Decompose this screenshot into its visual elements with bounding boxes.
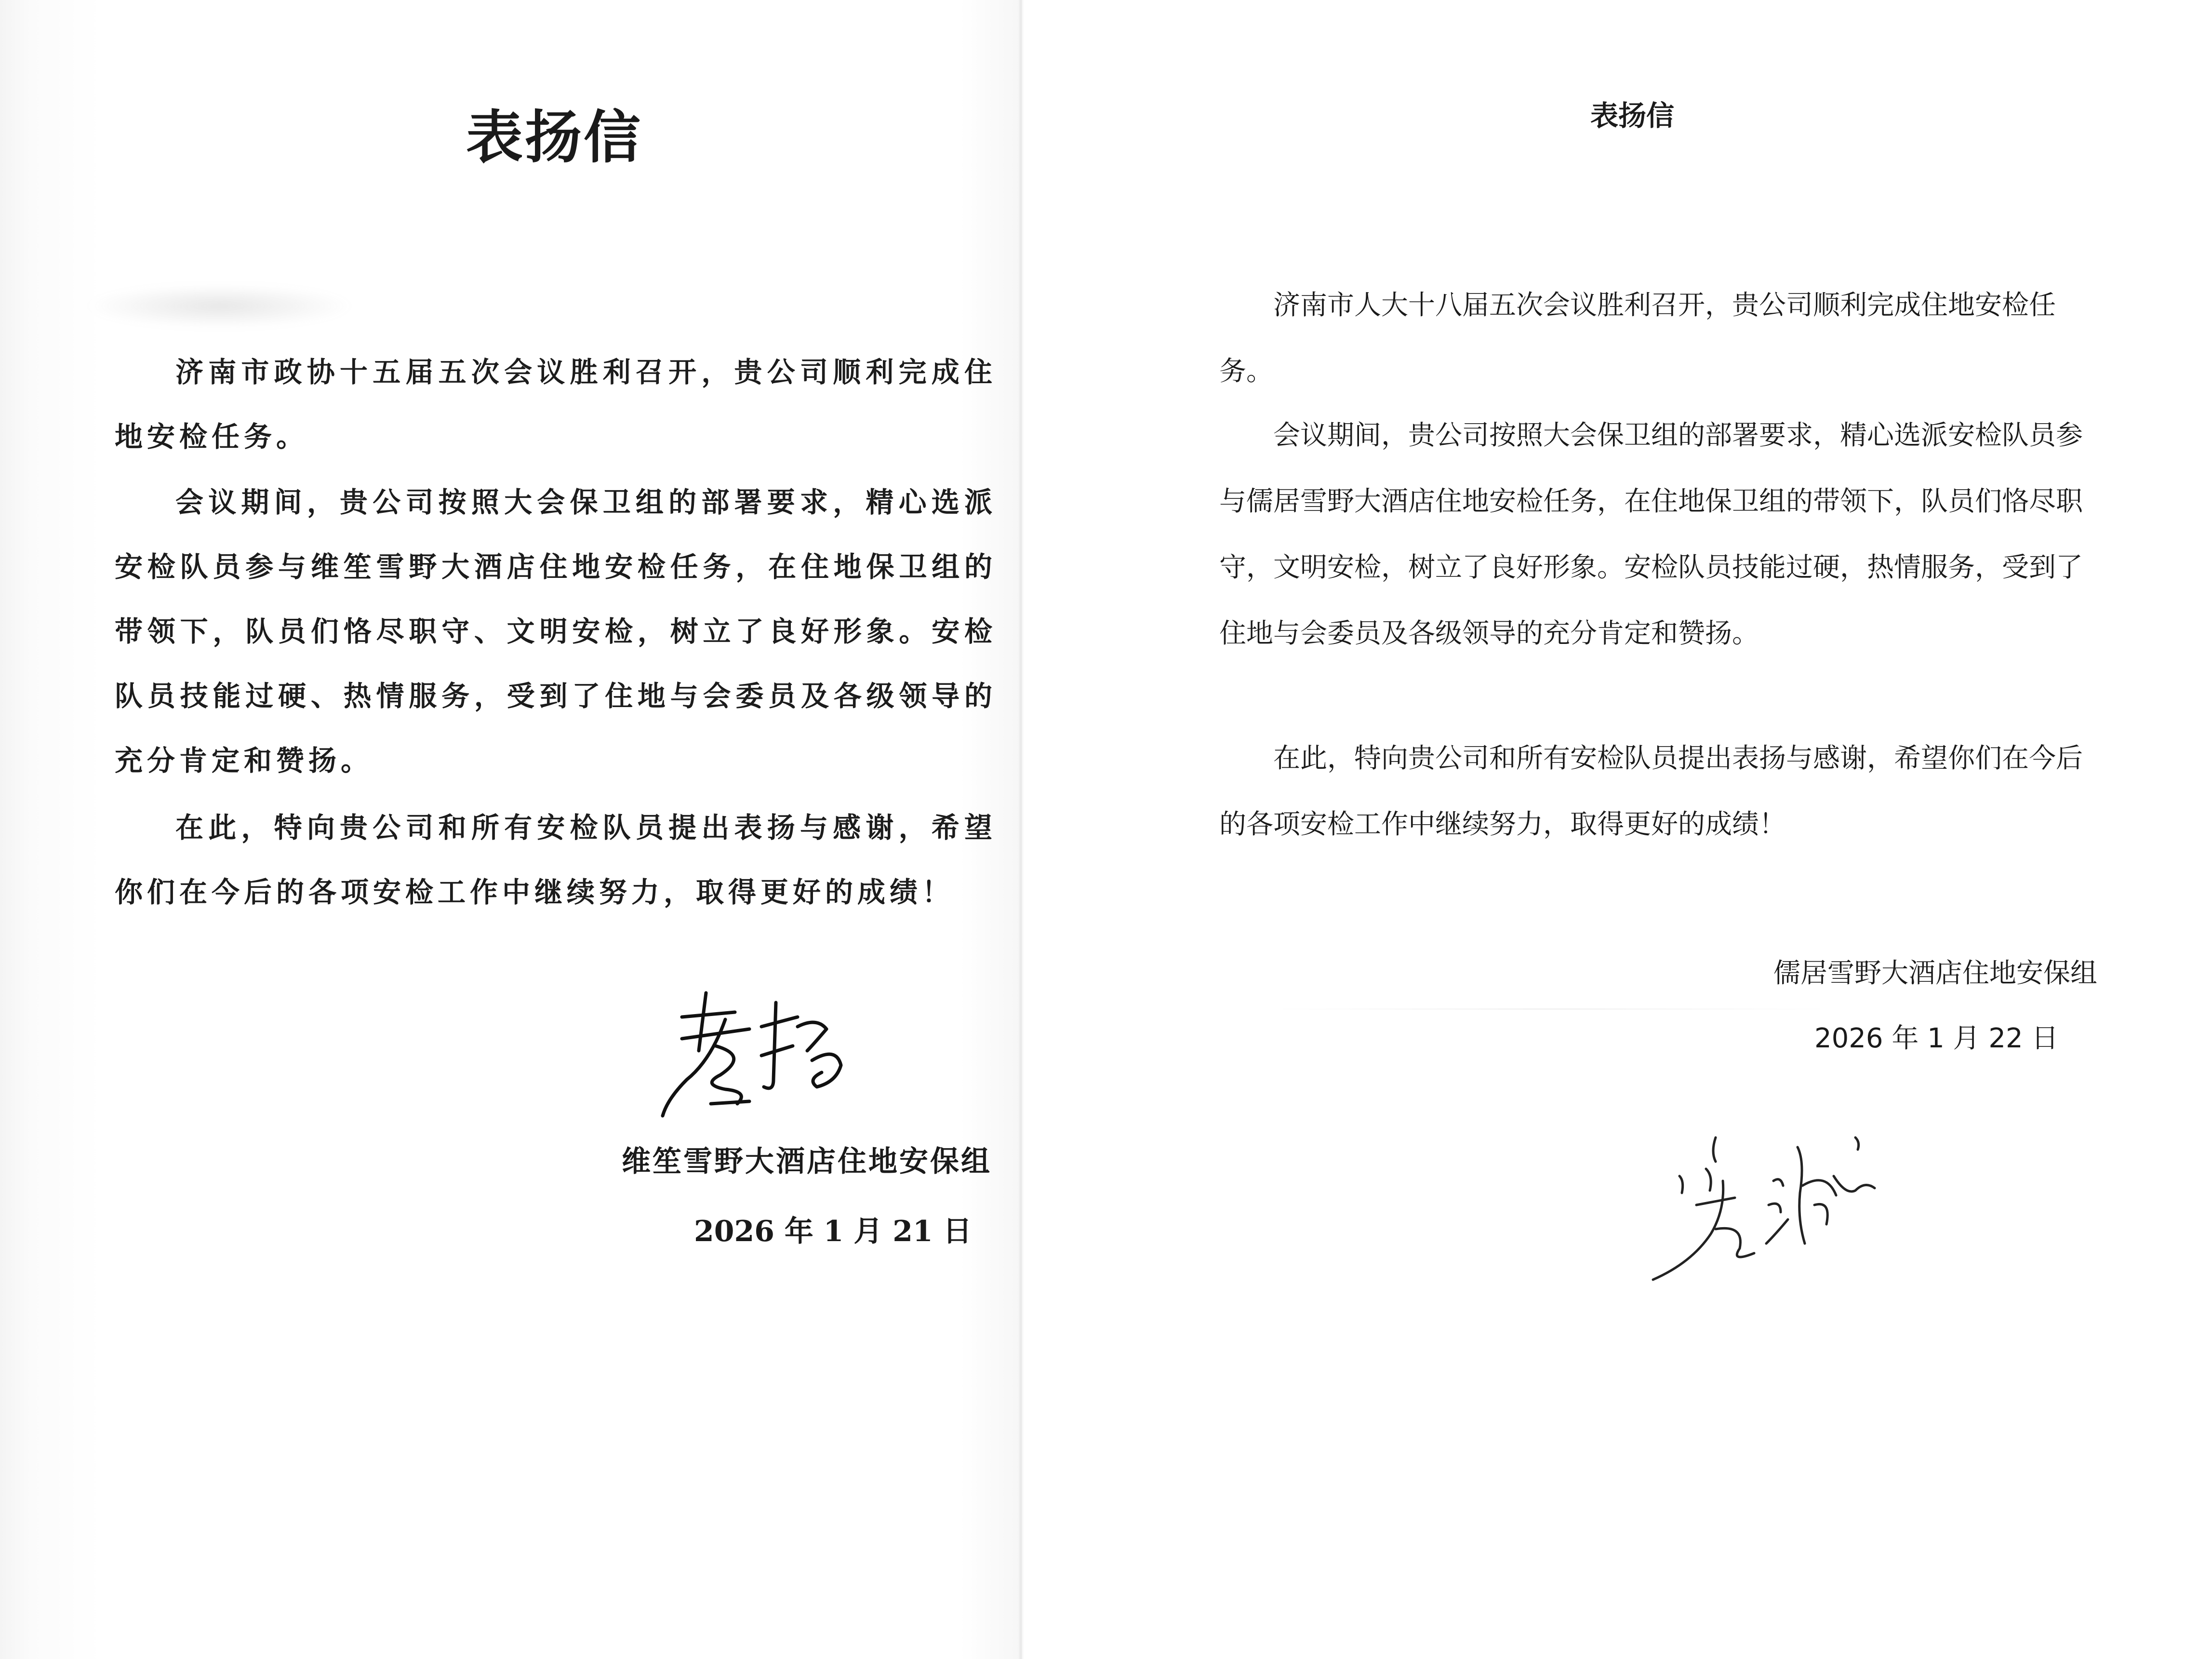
faint-scan-line (1272, 1008, 1831, 1010)
left-letter-date: 2026 年 1 月 21 日 (694, 1215, 972, 1248)
left-letter-organization: 维笙雪野大酒店住地安保组 (622, 1145, 992, 1178)
right-letter-date: 2026 年 1 月 22 日 (1814, 1023, 2059, 1054)
right-letter-paragraph-3: 在此，特向贵公司和所有安检队员提出表扬与感谢，希望你们在今后的各项安检工作中继续努力，取得更好的成绩！ (1219, 743, 2083, 840)
page-divider (1019, 0, 1024, 1659)
left-letter-paragraph-1: 济南市政协十五届五次会议胜利召开，贵公司顺利完成住地安检任务。 (115, 356, 997, 453)
right-letter-paragraph-2: 会议期间，贵公司按照大会保卫组的部署要求，精心选派安检队员参与儒居雪野大酒店住地安检任务，在住地保卫组的带领下，队员们恪尽职守，文明安检，树立了良好形象。安检队员技能过硬，热情服务，受到了住地与会委员及各级领导的充分肯定和赞扬。 (1219, 420, 2083, 649)
redacted-salutation-smudge (84, 284, 354, 328)
right-signature-icon (1643, 1109, 1894, 1292)
right-letter-organization: 儒居雪野大酒店住地安保组 (1773, 958, 2097, 989)
right-letter-paragraph-1: 济南市人大十八届五次会议胜利召开，贵公司顺利完成住地安检任务。 (1219, 290, 2056, 387)
left-letter-paragraph-2: 会议期间，贵公司按照大会保卫组的部署要求，精心选派安检队员参与维笙雪野大酒店住地安检任务，在住地保卫组的带领下，队员们恪尽职守、文明安检，树立了良好形象。安检队员技能过硬、热情服务，受到了住地与会委员及各级领导的充分肯定和赞扬。 (115, 486, 997, 777)
left-letter-paragraph-3: 在此，特向贵公司和所有安检队员提出表扬与感谢，希望你们在今后的各项安检工作中继续努力，取得更好的成绩！ (115, 811, 997, 909)
left-signature-icon (653, 983, 855, 1123)
left-letter-title: 表扬信 (466, 104, 642, 171)
right-letter-title: 表扬信 (1590, 99, 1675, 132)
